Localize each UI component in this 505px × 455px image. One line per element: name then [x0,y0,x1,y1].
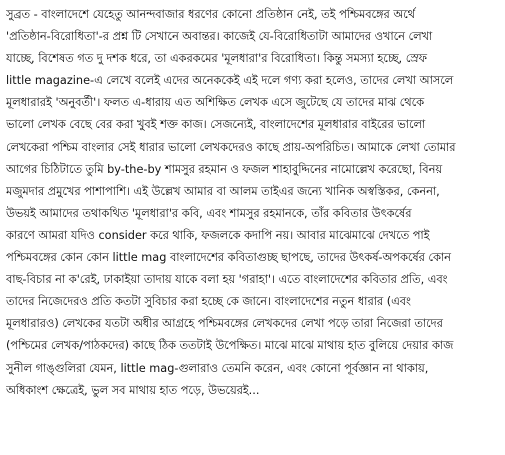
text-line-4: little magazine-এ লেখে বলেই এদের অনেককেই এই দলে গণ্য করা হলেও, তাদের লেখা আসলে [6,74,454,88]
text-line-2: 'প্রতিষ্ঠান-বিরোধিতা'-র প্রশ্ন টি সেখানে অবান্তর। কাজেই যে-বিরোধিতাটা আমাদের ওখানে লেখা [6,30,433,44]
text-line-17: সুনীল গাঙ্গুলিরা যেমন, little mag-গুলারাও তেমনি করেন, এবং কোনো পূর্বজ্ঞান না থাকায়, [6,361,429,375]
text-line-12: পশ্চিমবঙ্গের কোন কোন little mag বাংলাদেশের কবিতাগুচ্ছ ছাপছে, তাদের উৎকর্ষ-অপকর্ষের কোন [6,251,451,265]
text-line-1: সুব্রত - বাংলাদেশে যেহেতু আনন্দবাজার ধরণের কোনো প্রতিষ্ঠান নেই, তই পশ্চিমবঙ্গের অর্থে [6,8,415,21]
text-line-3: যাচ্ছে, বিশেষত গত দু দশক ধরে, তা একরকমের 'মূলধারা'র বিরোধিতা। কিন্তু সমস্যা হচ্ছে, স্রেফ [6,52,427,66]
text-line-15: মূলধারারও) লেখকের যতটা অধীর আগ্রহে পশ্চিমবঙ্গের লেখকদের লেখা পড়ে তারা নিজেরা তাদের [6,317,443,331]
text-line-10: উভয়ই আমাদের তথাকথিত 'মূলধারা'র কবি, এবং শামসুর রহমানকে, তাঁর কবিতার উৎকর্ষের [6,206,412,220]
text-line-7: লেখকেরা পশ্চিম বাংলার সেই ধারার ভালো লেখকদেরও কাছে প্রায়-অপরিচিত। আমাকে লেখা তোমার [6,140,456,154]
text-line-5: মূলধারারই 'অনুবর্তী'। ফলত এ-ধারায় এত অশিক্ষিত লেখক এসে জুটেছে যে তাদের মাঝ থেকে [6,96,425,110]
text-line-8: আগের চিঠিটাতে তুমি by-the-by শামসুর রহমান ও ফজল শাহাবুদ্দিনের নামোল্লেখ করেছো, বিনয় [6,162,442,176]
text-line-6: ভালো লেখক বেছে বের করা খুবই শক্ত কাজ। সেজন্যেই, বাংলাদেশের মূলধারার বাইরের ভালো [6,118,426,132]
text-line-14: তাদের নিজেদেরও প্রতি কতটা সুবিচার করা হচ্ছে কে জানে। বাংলাদেশের নতুন ধারার (এবং [6,295,411,309]
text-line-18: অধিকাংশ ক্ষেত্রেই, ভুল সব মাথায় হাত পড়ে, উভয়েরই... [6,383,260,397]
text-line-13: বাছ-বিচার না ক'রেই, ঢাকাইয়া তাদায় যাকে বলা হয় 'গরাহা'। এতে বাংলাদেশের কবিতার প্রতি, এবং [6,273,448,287]
text-line-9: মজুমদার প্রমুখের পাশাপাশি। এই উল্লেখ আমার বা আলম তাইএর জন্যে খানিক অস্বস্তিকর, কেননা, [6,184,440,198]
text-line-16: (পশ্চিমের লেখক/পাঠকদের) কাছে ঠিক ততটাই উপেক্ষিত। মাঝে মাঝে মাথায় হাত বুলিয়ে দেয়ার কাজ [6,339,454,353]
letter-paragraph [6,4,503,402]
text-line-11: কারণে আমরা যদিও consider করে থাকি, ফজলকে কদাপি নয়। আবার মাঝেমাঝে দেখতে পাই [6,228,430,242]
